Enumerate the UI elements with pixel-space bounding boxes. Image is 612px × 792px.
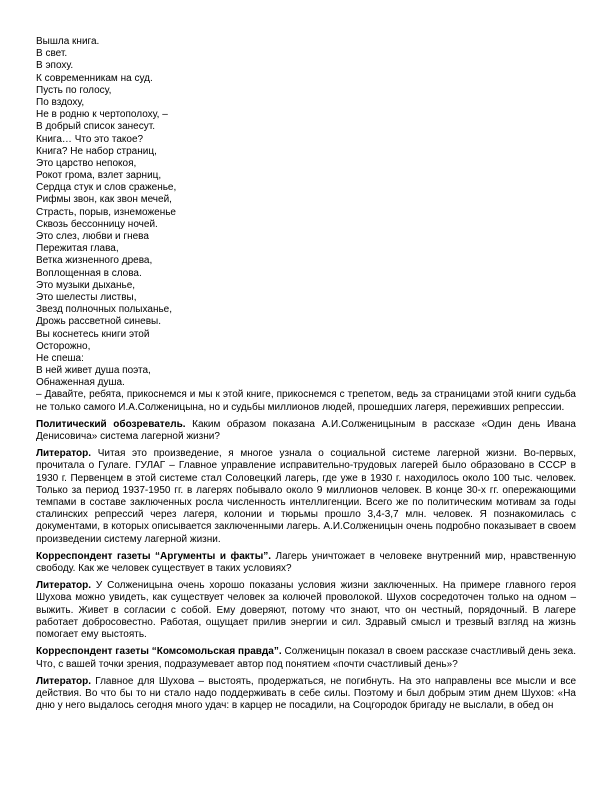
poem-line: Вы коснетесь книги этой bbox=[36, 328, 150, 340]
poem-line: Дрожь рассветной синевы. bbox=[36, 316, 161, 328]
poem-line: В свет. bbox=[36, 48, 68, 60]
speaker-label: Литератор. bbox=[36, 580, 92, 592]
paragraph-text: Главное для Шухова – выстоять, продержаться, не погибнуть. На это направлены все мысли и все действия. Во что бы то ни стало надо поддерживать в себе силы. Поэтому и был добрым этим днем Шухов: «На дню у него выдалось сегодня много удач: в карцер не посадили, на Соцгородок бригаду не выслали, в обед он bbox=[36, 675, 576, 712]
poem-line: Воплощенная в слова. bbox=[36, 267, 142, 279]
paragraph bbox=[36, 646, 576, 670]
speaker-label: Литератор. bbox=[36, 448, 92, 460]
document-body bbox=[36, 389, 576, 712]
poem-line: Это слез, любви и гнева bbox=[36, 231, 149, 242]
speaker-label: Корреспондент газеты “Аргументы и факты”. bbox=[36, 550, 272, 562]
poem-line: Это шелесты листвы, bbox=[36, 291, 137, 303]
poem-line: Книга? Не набор страниц, bbox=[36, 145, 157, 157]
poem-line: Рифмы звон, как звон мечей, bbox=[36, 194, 172, 206]
poem-line: Вышла книга. bbox=[36, 36, 100, 47]
paragraph-text: Лагерь уничтожает в человеке внутренний мир, нравственную свободу. Как же человек существует в таких условиях? bbox=[36, 550, 576, 575]
speaker-label: Корреспондент газеты “Комсомольская правда”. bbox=[36, 646, 282, 658]
poem-line: Осторожно, bbox=[36, 340, 91, 352]
poem-line: Страсть, порыв, изнеможенье bbox=[36, 206, 176, 218]
poem-line: Обнаженная душа. bbox=[36, 377, 125, 389]
poem-line: По вздоху, bbox=[36, 96, 85, 108]
speaker-label: Политический обозреватель. bbox=[36, 418, 186, 430]
poem-line: В добрый список занесут. bbox=[36, 121, 155, 133]
paragraph-text: – Давайте, ребята, прикоснемся и мы к этой книге, прикоснемся с трепетом, ведь за страницами этой книги судьба не только самого И.А.Солженицына, но и судьбы миллионов людей, прошедших лагеря, переживших репрессии. bbox=[36, 389, 576, 413]
paragraph bbox=[36, 419, 576, 443]
poem-line: Сердца стук и слов сраженье, bbox=[36, 182, 177, 194]
paragraph-text: У Солженицына очень хорошо показаны условия жизни заключенных. На примере главного героя Шухова можно увидеть, как существует человек за колючей проволокой. Шухов сосредоточен только на одном – выжить. Живет в согласии с собой. Ему доверяют, потому что знают, что он честный, порядочный. В лагере работает добросовестно. Работая, ощущает прилив энергии и сил. Здравый смысл и трезвый взгляд на жизнь помогает ему выстоять. bbox=[36, 580, 576, 641]
poem-line: Не спеша: bbox=[36, 352, 84, 364]
poem-line: В ней живет душа поэта, bbox=[36, 365, 151, 377]
poem-line: Это царство непокоя, bbox=[36, 157, 137, 169]
poem-line: Пусть по голосу, bbox=[36, 84, 112, 96]
paragraph bbox=[36, 551, 576, 575]
poem-line: В эпоху. bbox=[36, 60, 74, 72]
poem-line: Рокот грома, взлет зарниц, bbox=[36, 170, 162, 182]
poem bbox=[36, 36, 576, 389]
paragraph bbox=[36, 580, 576, 641]
paragraph-text: Читая это произведение, я многое узнала о социальной системе лагерной жизни. Во-первых, прочитала о Гулаге. ГУЛАГ – Главное управление исправительно-трудовых лагерей было образовано в СССР в 1930 г. Первенцем в этой системе стал Соловецкий лагерь, где уже в 1930 г. находилось около 100 тыс. человек. Только за период 1937-1950 гг. в лагерях побывало около 9 миллионов человек. В конце 30-х гг. опережающими темпами в составе заключенных росла численность интеллигенции. Всего же по политическим мотивам за годы сталинских репрессий через лагеря, колонии и тюрьмы прошло 3,4-3,7 млн. человек. Я познакомилась с документами, в которых описывается заключенными лагерь. А.И.Солженицын очень подробно показывает в своем произведении систему лагерной жизни. bbox=[36, 448, 576, 545]
poem-line: Пережитая глава, bbox=[36, 243, 119, 255]
paragraph-text: Солженицын показал в своем рассказе счастливый день зека. Что, с вашей точки зрения, подразумевает автор под понятием «почти счастливый день»? bbox=[36, 646, 576, 670]
poem-line: Книга… Что это такое? bbox=[36, 133, 144, 145]
poem-line: Сквозь бессонницу ночей. bbox=[36, 218, 158, 230]
paragraph bbox=[36, 676, 576, 713]
poem-line: Звезд полночных полыханье, bbox=[36, 304, 173, 316]
speaker-label: Литератор. bbox=[36, 675, 92, 687]
paragraph bbox=[36, 448, 576, 546]
poem-line: Ветка жизненного древа, bbox=[36, 255, 153, 267]
poem-line: Не в родню к чертополоху, – bbox=[36, 109, 168, 121]
paragraph-text: Каким образом показана А.И.Солженицыным в рассказе «Один день Ивана Денисовича» система лагерной жизни? bbox=[36, 418, 576, 443]
paragraph bbox=[36, 389, 576, 413]
poem-line: Это музыки дыханье, bbox=[36, 279, 136, 291]
poem-line: К современникам на суд. bbox=[36, 72, 153, 84]
